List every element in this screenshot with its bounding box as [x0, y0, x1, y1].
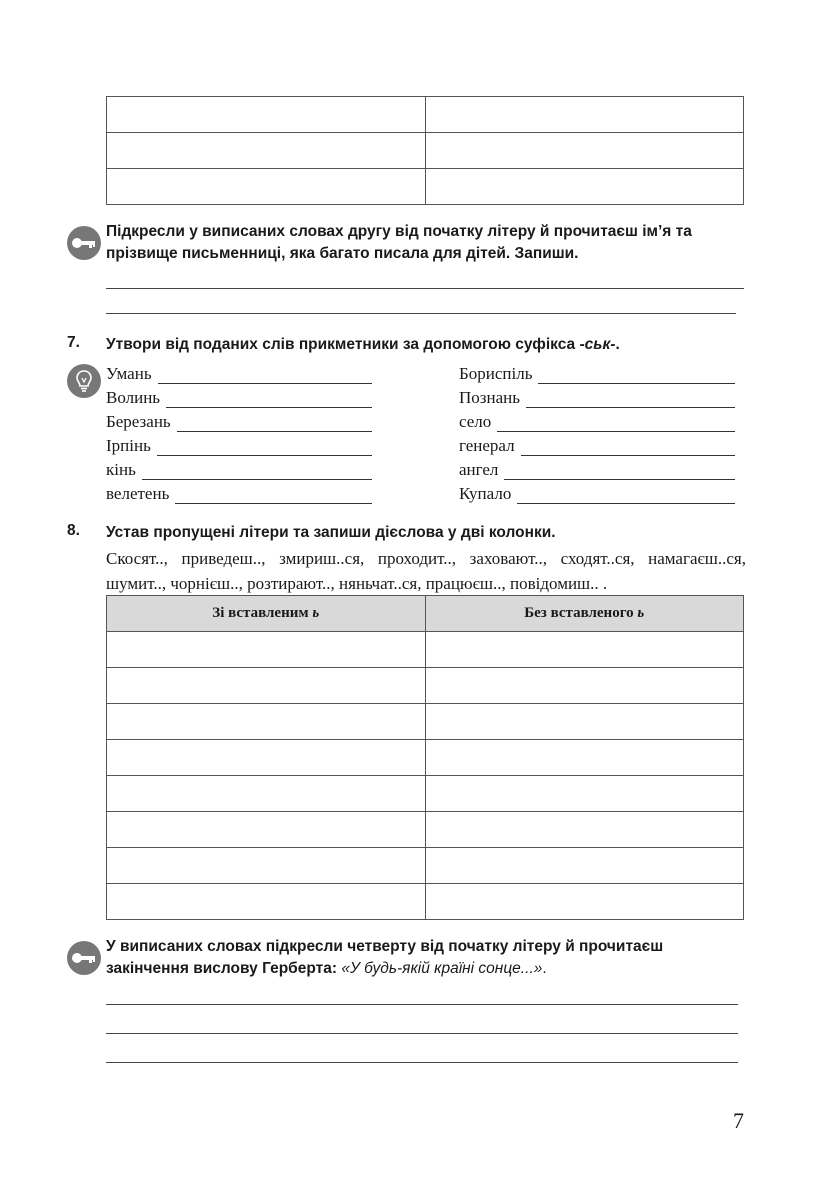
answer-blank[interactable]	[538, 367, 735, 384]
note-text: У виписаних словах підкресли четверту від початку літеру й прочитаєш закінчення вислову Герберта:	[106, 938, 664, 977]
column-header	[107, 596, 426, 632]
note-text-end: .	[542, 960, 547, 977]
answer-line[interactable]	[106, 1033, 738, 1034]
answer-blank[interactable]	[526, 391, 735, 408]
word-label: Купало	[459, 484, 512, 503]
soft-sign-letter: ь	[312, 605, 320, 621]
answer-blank[interactable]	[521, 439, 735, 456]
table-cell[interactable]	[425, 704, 744, 740]
table-cell[interactable]	[107, 133, 426, 169]
word-item	[106, 410, 372, 432]
word-label: кінь	[106, 460, 136, 479]
table-cell[interactable]	[107, 632, 426, 668]
word-label: велетень	[106, 484, 170, 503]
task-number: 8.	[67, 522, 80, 539]
word-label: Бориспіль	[459, 364, 533, 383]
table-row	[107, 848, 744, 884]
word-item	[459, 386, 735, 408]
quote-text: «У будь-якій країні сонце...»	[341, 960, 543, 977]
table-cell[interactable]	[107, 812, 426, 848]
word-label: ангел	[459, 460, 499, 479]
word-label: село	[459, 412, 492, 431]
word-label: Волинь	[106, 388, 161, 407]
word-item	[106, 482, 372, 504]
table-cell[interactable]	[107, 740, 426, 776]
word-item	[106, 434, 372, 456]
table-row	[107, 668, 744, 704]
table-cell[interactable]	[107, 97, 426, 133]
soft-sign-letter: ь	[637, 605, 645, 621]
word-label: Березань	[106, 412, 171, 431]
task-title: Устав пропущені літери та запиши дієслова у дві колонки.	[106, 524, 556, 541]
task-number: 7.	[67, 334, 80, 351]
answer-blank[interactable]	[166, 391, 372, 408]
table-cell[interactable]	[425, 133, 744, 169]
word-item	[459, 458, 735, 480]
table-cell[interactable]	[425, 632, 744, 668]
answer-blank[interactable]	[497, 415, 735, 432]
answer-blank[interactable]	[158, 367, 372, 384]
table-row	[107, 632, 744, 668]
word-item	[459, 482, 735, 504]
top-table	[106, 96, 744, 205]
answer-line[interactable]	[106, 1004, 738, 1005]
task-title	[106, 334, 746, 356]
table-cell[interactable]	[425, 848, 744, 884]
table-row	[107, 740, 744, 776]
table-cell[interactable]	[107, 704, 426, 740]
key-icon	[67, 226, 101, 260]
word-item	[459, 362, 735, 384]
table-cell[interactable]	[107, 884, 426, 920]
table-cell[interactable]	[107, 776, 426, 812]
column-header-text: Без вставленого	[524, 605, 638, 621]
word-item	[459, 410, 735, 432]
exercise-text: Скосят.., приведеш.., змириш..ся, проходит.., заховают.., сходят..ся, намагаєш..ся, шумит.., чорнієш.., розтирают.., няньчат..ся, працюєш.., повідомиш.. .	[106, 549, 746, 593]
answer-line[interactable]	[106, 313, 736, 314]
word-label: Познань	[459, 388, 520, 407]
table-cell[interactable]	[425, 740, 744, 776]
task-title-text: Утвори від поданих слів прикметники за допомогою суфікса	[106, 336, 580, 353]
word-item	[106, 386, 372, 408]
task-title-end: .	[615, 336, 620, 353]
suffix-text: -ськ-	[579, 336, 616, 353]
column-header-text: Зі вставленим	[212, 605, 313, 621]
key-icon	[67, 941, 101, 975]
table-cell[interactable]	[425, 97, 744, 133]
table-cell[interactable]	[107, 169, 426, 205]
word-label: Ірпінь	[106, 436, 151, 455]
word-label: генерал	[459, 436, 515, 455]
answer-blank[interactable]	[142, 463, 372, 480]
column-header	[425, 596, 744, 632]
table-row	[107, 884, 744, 920]
table-cell[interactable]	[425, 776, 744, 812]
table-row	[107, 97, 744, 133]
table-cell[interactable]	[425, 812, 744, 848]
table-cell[interactable]	[425, 668, 744, 704]
table-row	[107, 169, 744, 205]
answer-blank[interactable]	[157, 439, 372, 456]
word-item	[106, 362, 372, 384]
table-cell[interactable]	[107, 668, 426, 704]
table-cell[interactable]	[107, 848, 426, 884]
table-row	[107, 704, 744, 740]
table-row	[107, 812, 744, 848]
word-item	[459, 434, 735, 456]
word-item	[106, 458, 372, 480]
table-header-row	[107, 596, 744, 632]
answer-line[interactable]	[106, 288, 744, 289]
answer-table	[106, 595, 744, 920]
answer-blank[interactable]	[504, 463, 735, 480]
word-label: Умань	[106, 364, 152, 383]
page-number: 7	[733, 1108, 744, 1133]
answer-blank[interactable]	[177, 415, 372, 432]
lightbulb-icon	[67, 364, 101, 398]
answer-line[interactable]	[106, 1062, 738, 1063]
answer-blank[interactable]	[175, 487, 372, 504]
answer-blank[interactable]	[517, 487, 735, 504]
note-key-1: Підкресли у виписаних словах другу від початку літеру й прочитаєш ім’я та прізвище письменниці, яка багато писала для дітей. Запиши.	[106, 223, 692, 262]
note-key-2	[106, 936, 746, 980]
table-cell[interactable]	[425, 884, 744, 920]
table-row	[107, 776, 744, 812]
table-cell[interactable]	[425, 169, 744, 205]
table-row	[107, 133, 744, 169]
